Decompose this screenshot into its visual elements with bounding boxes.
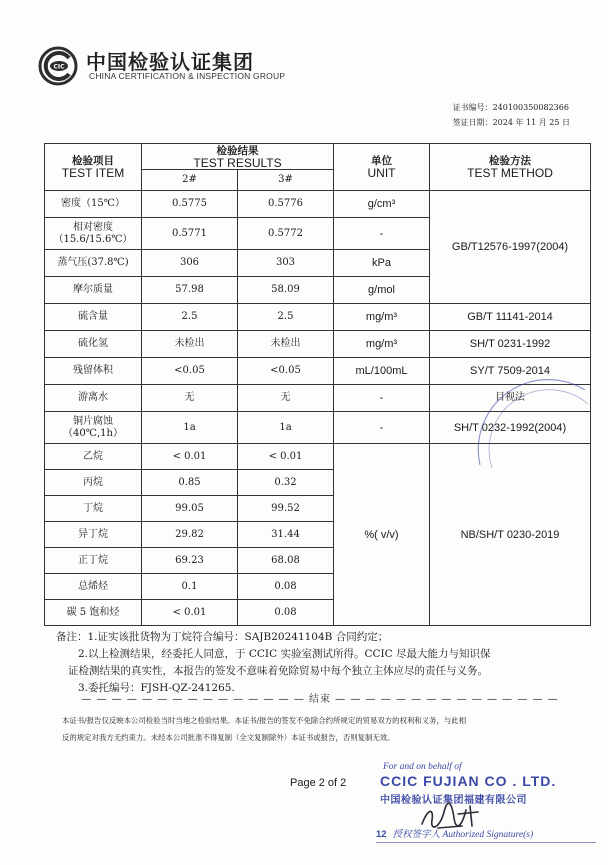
remarks bbox=[56, 629, 596, 697]
test-results-table bbox=[44, 143, 591, 626]
table-row: 丙烷 0.85 0.32 bbox=[45, 470, 591, 496]
table-row: 异丁烷 29.82 31.44 bbox=[45, 522, 591, 548]
disclaimer: 本证书/报告仅反映本公司检验当时当地之检验结果。本证书/报告的签发不免除合约所规定的贸易双方的权利和义务，与此相 反的规定对我方无约束力。未经本公司批准不得复制（全文复制除外）本证书或报告，否则复制无效。 bbox=[62, 716, 467, 742]
method-copper: SH/T 0232-1992(2004) bbox=[430, 412, 591, 444]
table-row: 乙烷 < 0.01 < 0.01 %( v/v) NB/SH/T 0230-2019 bbox=[45, 444, 591, 470]
table-row: 碳 5 饱和烃 < 0.01 0.08 bbox=[45, 600, 591, 626]
header-test-method: 检验方法 TEST METHOD bbox=[430, 144, 591, 191]
table-row: 残留体积 <0.05 <0.05 mL/100mL SY/T 7509-2014 bbox=[45, 358, 591, 385]
header-test-results: 检验结果 TEST RESULTS bbox=[142, 144, 334, 170]
method-visual: 目视法 bbox=[430, 385, 591, 412]
signature-underline bbox=[376, 842, 596, 843]
table-row: 相对密度 （15.6/15.6℃） 0.5771 0.5772 - bbox=[45, 218, 591, 250]
cert-number: 240100350082366 bbox=[492, 103, 569, 112]
remark-3: 3.委托编号：FJSH-QZ-241265. bbox=[78, 682, 235, 694]
method-gb-t12576: GB/T12576-1997(2004) bbox=[430, 191, 591, 304]
stamp-on-behalf: For and on behalf of bbox=[383, 762, 462, 772]
header-test-item: 检验项目 TEST ITEM bbox=[45, 144, 142, 191]
header-sample-3: 3# bbox=[238, 170, 334, 191]
header-sample-2: 2# bbox=[142, 170, 238, 191]
unit-hydrocarbon: %( v/v) bbox=[334, 444, 430, 626]
table-row: 总烯烃 0.1 0.08 bbox=[45, 574, 591, 600]
authorized-signature-label: 12 授权签字人 Authorized Signature(s) bbox=[376, 829, 534, 840]
remark-1: 备注：1.证实该批货物为丁烷符合编号：SAJB20241104B 合同约定； bbox=[56, 631, 389, 643]
org-name-en: CHINA CERTIFICATION & INSPECTION GROUP bbox=[89, 71, 286, 81]
stamp-company-en: CCIC FUJIAN CO . LTD. bbox=[380, 773, 557, 789]
ccic-logo-icon bbox=[38, 46, 78, 86]
table-row: 硫化氢 未检出 未检出 mg/m³ SH/T 0231-1992 bbox=[45, 331, 591, 358]
table-row: 密度（15℃） 0.5775 0.5776 g/cm³ GB/T12576-1997(2004) bbox=[45, 191, 591, 218]
end-marker: — — — — — — — — — — — — — — — 结束 — — — — — — — — — — — — — — — bbox=[81, 694, 559, 705]
header-unit: 单位 UNIT bbox=[334, 144, 430, 191]
page-number: Page 2 of 2 bbox=[290, 777, 347, 789]
table-row: 游离水 无 无 - 目视法 bbox=[45, 385, 591, 412]
method-sulfur: GB/T 11141-2014 bbox=[430, 304, 591, 331]
issue-date: 2024 年 11 月 25 日 bbox=[492, 118, 570, 127]
table-row: 摩尔质量 57.98 58.09 g/mol bbox=[45, 277, 591, 304]
stamp-company-cn: 中国检验认证集团福建有限公司 bbox=[380, 795, 527, 806]
table-row: 丁烷 99.05 99.52 bbox=[45, 496, 591, 522]
remark-2a: 2.以上检测结果，经委托人同意，于 CCIC 实验室测试所得。CCIC 尽最大能力与知识保 bbox=[78, 648, 491, 660]
table-row: 蒸气压(37.8℃) 306 303 kPa bbox=[45, 250, 591, 277]
method-hydrocarbon: NB/SH/T 0230-2019 bbox=[430, 444, 591, 626]
org-name-cn: 中国检验认证集团 bbox=[86, 50, 254, 74]
issue-date-line: 签证日期：2024 年 11 月 25 日 bbox=[452, 118, 570, 127]
certificate-info bbox=[453, 100, 570, 130]
table-row: 铜片腐蚀 （40℃,1h） 1a 1a - SH/T 0232-1992(2004) bbox=[45, 412, 591, 444]
table-row: 硫含量 2.5 2.5 mg/m³ GB/T 11141-2014 bbox=[45, 304, 591, 331]
table-row: 正丁烷 69.23 68.08 bbox=[45, 548, 591, 574]
svg-text:CIC: CIC bbox=[53, 63, 65, 71]
method-residue: SY/T 7509-2014 bbox=[430, 358, 591, 385]
method-h2s: SH/T 0231-1992 bbox=[430, 331, 591, 358]
remark-2b: 证检测结果的真实性，本报告的签发不意味着免除贸易中每个独立主体应尽的责任与义务。 bbox=[68, 665, 488, 677]
cert-number-line: 证书编号：240100350082366 bbox=[452, 103, 569, 112]
